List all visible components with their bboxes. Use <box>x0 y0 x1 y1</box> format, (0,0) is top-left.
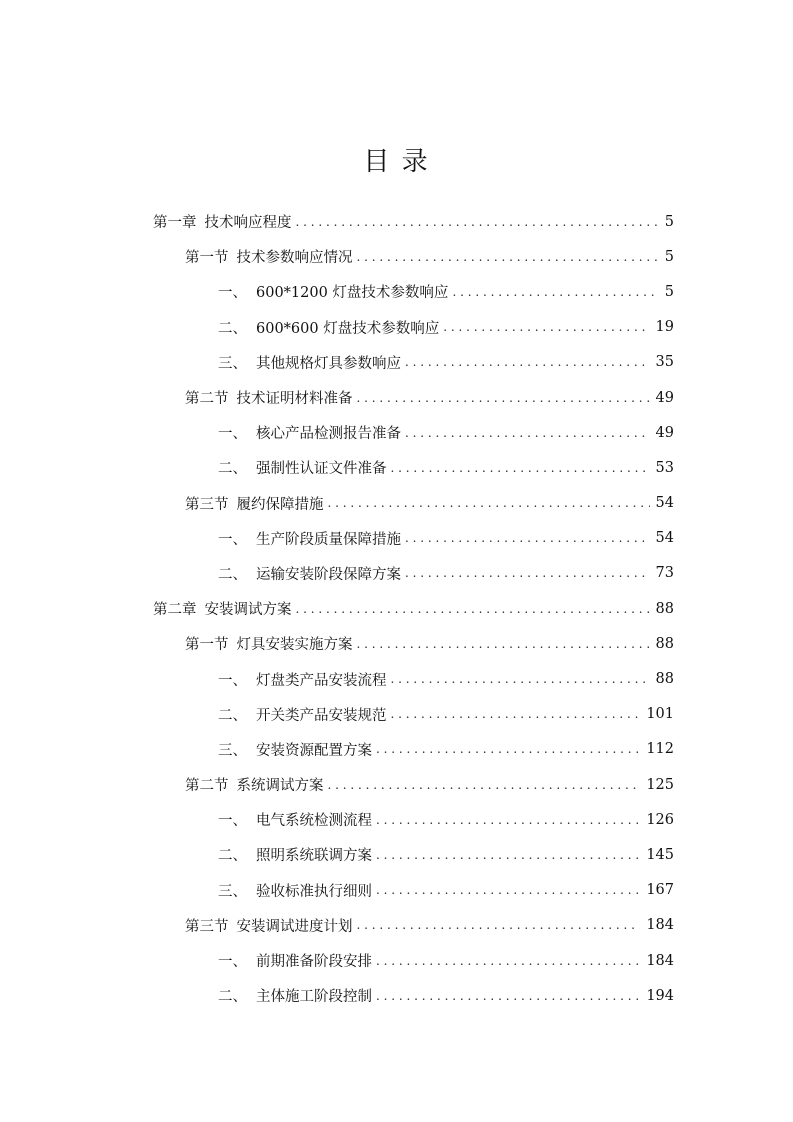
toc-entry-number: 第一章 <box>153 215 197 232</box>
toc-entry-page: 184 <box>646 952 674 969</box>
toc-entry-text: 技术参数响应情况 <box>236 250 353 267</box>
toc-entry-number: 第二章 <box>153 602 197 619</box>
toc-entry-number: 第二节 <box>185 778 229 795</box>
toc-entry-page: 5 <box>664 248 674 265</box>
dot-leader <box>357 250 659 264</box>
dot-leader <box>391 707 641 721</box>
toc-entry-page: 53 <box>655 459 674 476</box>
toc-entry-page: 125 <box>646 776 674 793</box>
toc-entry-label <box>218 457 387 478</box>
toc-entry-text: 验收标准执行细则 <box>256 883 372 900</box>
toc-entry-section[interactable] <box>0 908 793 943</box>
toc-entry-text: 灯盘类产品安装流程 <box>256 672 387 689</box>
toc-entry-section[interactable] <box>0 486 793 521</box>
toc-entry-chapter[interactable] <box>0 591 793 626</box>
toc-entry-number: 第一节 <box>185 250 229 267</box>
toc-entry-text: 安装调试进度计划 <box>236 918 353 935</box>
toc-entry-label <box>185 493 324 514</box>
toc-entry-item[interactable] <box>0 556 793 591</box>
dot-leader <box>452 285 658 299</box>
dot-leader <box>443 320 649 334</box>
toc-title: 目 录 <box>363 147 430 177</box>
dot-leader <box>376 742 640 756</box>
dot-leader <box>376 989 640 1003</box>
toc-list <box>0 204 793 1013</box>
dot-leader <box>405 566 650 580</box>
toc-entry-item[interactable] <box>0 415 793 450</box>
toc-entry-number: 二、 <box>218 461 247 478</box>
dot-leader <box>376 813 640 827</box>
toc-entry-text: 照明系统联调方案 <box>256 848 372 865</box>
toc-entry-label <box>218 563 401 584</box>
toc-entry-number: 一、 <box>218 672 247 689</box>
dot-leader <box>391 461 650 475</box>
dot-leader <box>328 778 641 792</box>
toc-entry-item[interactable] <box>0 661 793 696</box>
dot-leader <box>376 954 640 968</box>
toc-entry-label <box>185 915 353 936</box>
toc-entry-number: 二、 <box>218 848 247 865</box>
toc-entry-text: 其他规格灯具参数响应 <box>256 355 401 372</box>
toc-entry-text: 前期准备阶段安排 <box>256 954 372 971</box>
toc-entry-label <box>218 317 439 338</box>
toc-entry-number: 二、 <box>218 707 247 724</box>
toc-entry-label <box>218 809 372 830</box>
toc-entry-label <box>218 352 401 373</box>
toc-entry-label <box>218 985 372 1006</box>
toc-entry-number: 一、 <box>218 426 247 443</box>
toc-entry-number: 一、 <box>218 285 247 302</box>
toc-entry-section[interactable] <box>0 767 793 802</box>
toc-entry-page: 54 <box>655 495 674 512</box>
dot-leader <box>296 215 659 229</box>
toc-entry-page: 5 <box>664 213 674 230</box>
toc-entry-text: 600*600 灯盘技术参数响应 <box>256 320 440 337</box>
toc-entry-label <box>218 880 372 901</box>
dot-leader <box>391 672 650 686</box>
toc-entry-text: 安装调试方案 <box>204 602 292 619</box>
toc-entry-page: 5 <box>664 283 674 300</box>
dot-leader <box>405 355 650 369</box>
toc-entry-section[interactable] <box>0 380 793 415</box>
toc-entry-item[interactable] <box>0 450 793 485</box>
toc-entry-item[interactable] <box>0 943 793 978</box>
toc-entry-page: 49 <box>655 424 674 441</box>
toc-entry-page: 194 <box>646 987 674 1004</box>
toc-entry-section[interactable] <box>0 239 793 274</box>
toc-entry-text: 技术响应程度 <box>204 215 292 232</box>
toc-entry-text: 安装资源配置方案 <box>256 742 372 759</box>
dot-leader <box>357 637 650 651</box>
dot-leader <box>357 918 641 932</box>
dot-leader <box>357 391 650 405</box>
toc-entry-label <box>218 281 448 302</box>
toc-entry-label <box>218 739 372 760</box>
toc-entry-number: 一、 <box>218 954 247 971</box>
toc-entry-text: 系统调试方案 <box>236 778 324 795</box>
toc-entry-item[interactable] <box>0 873 793 908</box>
toc-entry-item[interactable] <box>0 521 793 556</box>
toc-entry-item[interactable] <box>0 802 793 837</box>
toc-entry-number: 三、 <box>218 883 247 900</box>
toc-entry-number: 第二节 <box>185 391 229 408</box>
dot-leader <box>296 602 650 616</box>
toc-entry-item[interactable] <box>0 837 793 872</box>
toc-entry-section[interactable] <box>0 626 793 661</box>
toc-entry-text: 600*1200 灯盘技术参数响应 <box>256 285 449 302</box>
toc-entry-label <box>218 422 401 443</box>
toc-entry-item[interactable] <box>0 310 793 345</box>
toc-entry-number: 第三节 <box>185 918 229 935</box>
toc-entry-label <box>218 844 372 865</box>
toc-entry-page: 184 <box>646 917 674 934</box>
toc-entry-item[interactable] <box>0 732 793 767</box>
toc-entry-number: 二、 <box>218 320 247 337</box>
toc-entry-item[interactable] <box>0 978 793 1013</box>
toc-entry-label <box>218 704 387 725</box>
toc-entry-text: 生产阶段质量保障措施 <box>256 531 401 548</box>
toc-entry-text: 开关类产品安装规范 <box>256 707 387 724</box>
toc-entry-page: 88 <box>655 600 674 617</box>
toc-entry-label <box>218 950 372 971</box>
toc-entry-page: 101 <box>646 706 674 723</box>
toc-entry-page: 88 <box>655 635 674 652</box>
dot-leader <box>376 848 640 862</box>
toc-entry-text: 强制性认证文件准备 <box>256 461 387 478</box>
toc-entry-page: 145 <box>646 846 674 863</box>
toc-entry-text: 灯具安装实施方案 <box>236 637 353 654</box>
toc-entry-label <box>185 246 353 267</box>
dot-leader <box>405 426 650 440</box>
toc-entry-item[interactable] <box>0 345 793 380</box>
toc-entry-number: 第一节 <box>185 637 229 654</box>
toc-entry-page: 54 <box>655 530 674 547</box>
toc-entry-number: 三、 <box>218 355 247 372</box>
toc-entry-item[interactable] <box>0 697 793 732</box>
toc-entry-item[interactable] <box>0 274 793 309</box>
toc-entry-number: 三、 <box>218 742 247 759</box>
toc-entry-text: 电气系统检测流程 <box>256 813 372 830</box>
toc-entry-label <box>218 528 401 549</box>
toc-entry-chapter[interactable] <box>0 204 793 239</box>
toc-entry-label <box>185 387 353 408</box>
toc-entry-label <box>185 774 324 795</box>
toc-entry-number: 第三节 <box>185 496 229 513</box>
toc-entry-number: 一、 <box>218 531 247 548</box>
dot-leader <box>376 883 640 897</box>
toc-entry-label <box>218 669 387 690</box>
toc-entry-page: 112 <box>646 741 674 758</box>
dot-leader <box>405 531 650 545</box>
toc-entry-page: 35 <box>655 354 674 371</box>
toc-entry-page: 126 <box>646 811 674 828</box>
toc-entry-page: 49 <box>655 389 674 406</box>
toc-entry-label <box>185 633 353 654</box>
toc-entry-number: 二、 <box>218 989 247 1006</box>
toc-entry-page: 19 <box>655 319 674 336</box>
toc-entry-label <box>153 211 292 232</box>
toc-entry-text: 主体施工阶段控制 <box>256 989 372 1006</box>
toc-entry-number: 一、 <box>218 813 247 830</box>
toc-entry-text: 运输安装阶段保障方案 <box>256 566 401 583</box>
toc-entry-text: 履约保障措施 <box>236 496 324 513</box>
toc-entry-number: 二、 <box>218 566 247 583</box>
toc-entry-text: 核心产品检测报告准备 <box>256 426 401 443</box>
toc-entry-page: 73 <box>655 565 674 582</box>
toc-entry-page: 88 <box>655 671 674 688</box>
toc-entry-label <box>153 598 292 619</box>
dot-leader <box>328 496 650 510</box>
toc-entry-page: 167 <box>646 882 674 899</box>
toc-entry-text: 技术证明材料准备 <box>236 391 353 408</box>
